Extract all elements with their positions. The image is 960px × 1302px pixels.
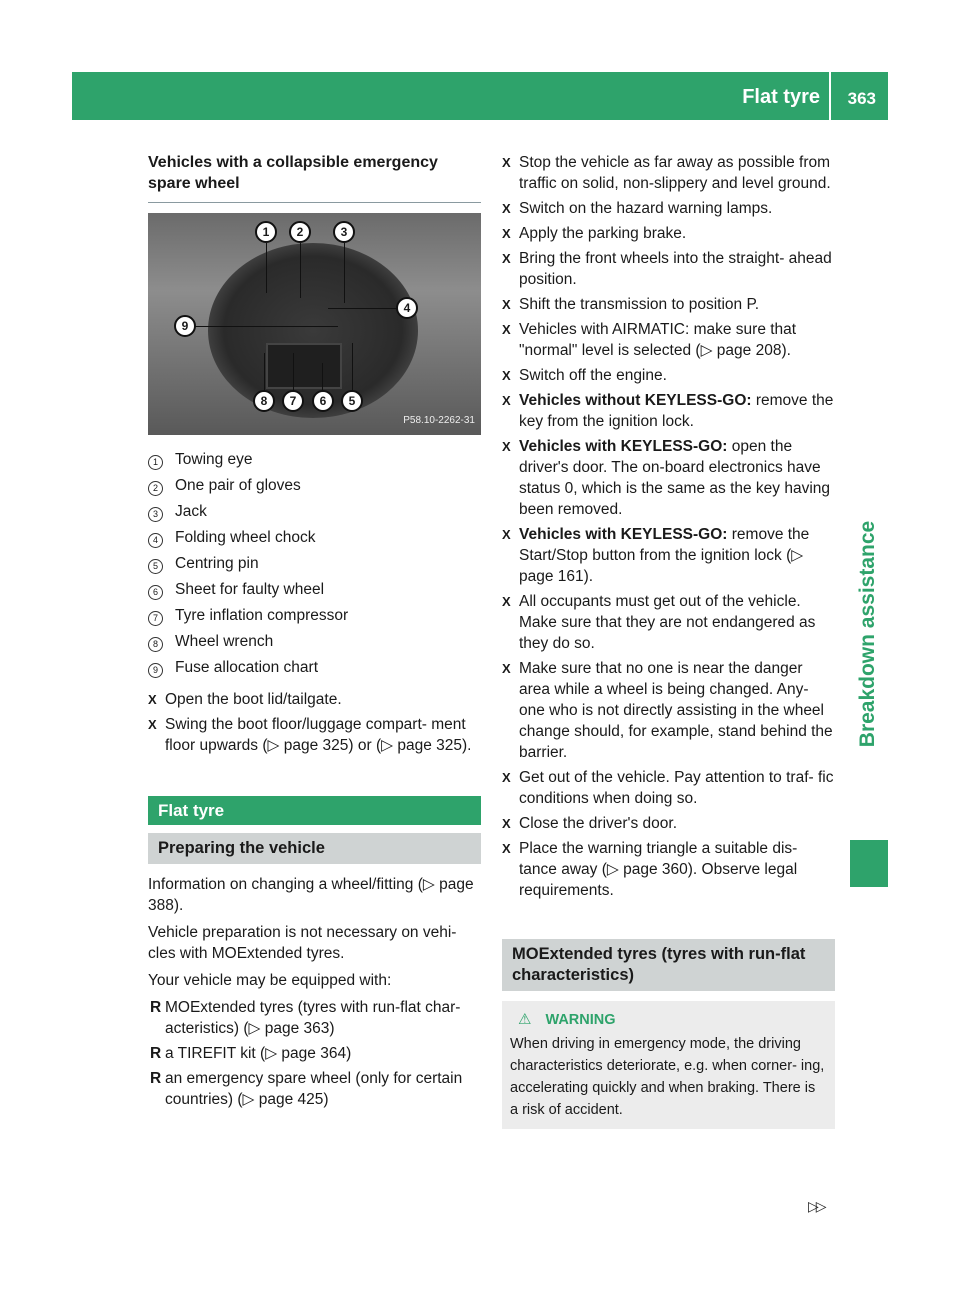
step-arrow-icon: X xyxy=(502,297,511,312)
flat-tyre-heading: Flat tyre xyxy=(148,796,481,825)
callout-line xyxy=(300,243,301,298)
step-item xyxy=(148,689,481,710)
step-text: Apply the parking brake. xyxy=(519,225,687,242)
callout-line xyxy=(344,243,345,303)
callout-5: 5 xyxy=(341,390,363,412)
header-title: Flat tyre xyxy=(742,86,820,108)
legend-number: 1 xyxy=(148,455,163,470)
warning-header xyxy=(510,1009,827,1031)
legend-item xyxy=(148,579,481,605)
step-arrow-icon: X xyxy=(502,201,511,216)
step-text: All occupants must get out of the vehicle. Make sure that they are not endangered as they do so. xyxy=(519,593,816,652)
step-text: open the driver's door. The on-board electronics have status 0, which is the same as the key having been removed. xyxy=(519,438,831,518)
list-text: a TIREFIT kit (▷ page 364) xyxy=(165,1045,352,1062)
step-item xyxy=(502,813,835,834)
equipment-list xyxy=(148,997,481,1110)
step-arrow-icon: X xyxy=(502,527,511,542)
legend-text: Tyre inflation compressor xyxy=(175,607,349,624)
step-arrow-icon: X xyxy=(502,439,511,454)
step-item xyxy=(148,714,481,756)
step-text: Vehicles with AIRMATIC: make sure that "normal" level is selected (▷ page 208). xyxy=(519,321,797,359)
step-text: Make sure that no one is near the danger area while a wheel is being changed. Any- one who is not directly assisting in the wheel change should, for example, stand behind the barrier. xyxy=(519,660,833,761)
callout-line xyxy=(188,326,338,327)
step-arrow-icon: X xyxy=(502,661,511,676)
step-condition: Vehicles with KEYLESS-GO: xyxy=(519,438,728,455)
list-item xyxy=(148,997,481,1039)
section-rule xyxy=(148,202,481,203)
callout-8: 8 xyxy=(253,390,275,412)
step-text: Close the driver's door. xyxy=(519,815,678,832)
callout-line xyxy=(266,243,267,293)
legend-text: Wheel wrench xyxy=(175,633,274,650)
preparing-heading: Preparing the vehicle xyxy=(148,833,481,864)
bullet-icon: R xyxy=(150,999,162,1016)
boot-steps xyxy=(148,689,481,756)
preparation-steps xyxy=(502,152,835,901)
legend-item xyxy=(148,605,481,631)
step-text: Shift the transmission to position P. xyxy=(519,296,760,313)
callout-line xyxy=(293,353,294,391)
callout-7: 7 xyxy=(282,390,304,412)
legend-text: Fuse allocation chart xyxy=(175,659,319,676)
step-text: Swing the boot floor/luggage compart- ment floor upwards (▷ page 325) or (▷ page 325). xyxy=(165,716,472,754)
step-condition: Vehicles without KEYLESS-GO: xyxy=(519,392,752,409)
right-column xyxy=(502,152,835,1129)
legend-item xyxy=(148,501,481,527)
legend-number: 5 xyxy=(148,559,163,574)
legend-text: Towing eye xyxy=(175,451,253,468)
legend-item xyxy=(148,631,481,657)
step-arrow-icon: X xyxy=(148,692,157,707)
legend-number: 7 xyxy=(148,611,163,626)
step-arrow-icon: X xyxy=(502,594,511,609)
list-item xyxy=(148,1068,481,1110)
step-arrow-icon: X xyxy=(502,770,511,785)
callout-1: 1 xyxy=(255,221,277,243)
step-text: Get out of the vehicle. Pay attention to traf- fic conditions when doing so. xyxy=(519,769,834,807)
legend-text: Folding wheel chock xyxy=(175,529,316,546)
paragraph: Vehicle preparation is not necessary on vehi- cles with MOExtended tyres. xyxy=(148,924,457,962)
legend-text: Centring pin xyxy=(175,555,259,572)
step-arrow-icon: X xyxy=(148,717,157,732)
step-item xyxy=(502,248,835,290)
callout-line xyxy=(264,353,265,391)
step-item xyxy=(502,223,835,244)
paragraph: Your vehicle may be equipped with: xyxy=(148,972,392,989)
list-text: an emergency spare wheel (only for certain countries) (▷ page 425) xyxy=(165,1070,463,1108)
section-title: Vehicles with a collapsible emergency spare wheel xyxy=(148,154,438,192)
step-arrow-icon: X xyxy=(502,816,511,831)
step-condition: Vehicles with KEYLESS-GO: xyxy=(519,526,728,543)
spare-wheel-figure xyxy=(148,213,481,435)
legend-number: 8 xyxy=(148,637,163,652)
callout-9: 9 xyxy=(174,315,196,337)
step-text: Open the boot lid/tailgate. xyxy=(165,691,342,708)
callout-3: 3 xyxy=(333,221,355,243)
bullet-icon: R xyxy=(150,1070,162,1087)
step-item xyxy=(502,524,835,587)
step-item xyxy=(502,658,835,763)
warning-triangle-icon: ⚠ xyxy=(518,1011,532,1028)
legend-number: 3 xyxy=(148,507,163,522)
step-item xyxy=(502,319,835,361)
step-item xyxy=(502,198,835,219)
legend-item xyxy=(148,527,481,553)
spare-wheel-tray xyxy=(208,243,418,418)
page-number: 363 xyxy=(847,89,876,108)
legend-text: Sheet for faulty wheel xyxy=(175,581,325,598)
step-item xyxy=(502,390,835,432)
step-arrow-icon: X xyxy=(502,155,511,170)
step-text: remove the key from the ignition lock. xyxy=(519,392,834,430)
legend-number: 9 xyxy=(148,663,163,678)
page-header xyxy=(72,72,888,120)
paragraph: Information on changing a wheel/fitting (▷ page 388). xyxy=(148,876,474,914)
step-arrow-icon: X xyxy=(502,226,511,241)
callout-4: 4 xyxy=(396,297,418,319)
step-arrow-icon: X xyxy=(502,251,511,266)
step-item xyxy=(502,436,835,520)
step-text: Bring the front wheels into the straight- ahead position. xyxy=(519,250,832,288)
legend-number: 2 xyxy=(148,481,163,496)
list-item xyxy=(148,1043,481,1064)
legend-item xyxy=(148,475,481,501)
step-text: Place the warning triangle a suitable dis- tance away (▷ page 360). Observe legal requirements. xyxy=(519,840,798,899)
step-item xyxy=(502,294,835,315)
step-item xyxy=(502,365,835,386)
callout-line xyxy=(352,343,353,391)
callout-2: 2 xyxy=(289,221,311,243)
legend-number: 6 xyxy=(148,585,163,600)
side-tab-label: Breakdown assistance xyxy=(856,520,879,748)
step-item xyxy=(502,838,835,901)
step-text: Switch off the engine. xyxy=(519,367,667,384)
figure-code: P58.10-2262-31 xyxy=(403,415,475,426)
warning-label: WARNING xyxy=(545,1012,616,1028)
callout-line xyxy=(322,363,323,391)
callout-line xyxy=(328,308,398,309)
side-tab xyxy=(848,434,888,834)
step-text: Stop the vehicle as far away as possible from traffic on solid, non-slippery and level ground. xyxy=(519,154,831,192)
step-text: remove the Start/Stop button from the ignition lock (▷ page 161). xyxy=(519,526,810,585)
warning-box xyxy=(502,1001,835,1129)
side-tab-marker xyxy=(850,840,888,887)
step-item xyxy=(502,591,835,654)
step-item xyxy=(502,767,835,809)
left-column xyxy=(148,152,481,1114)
header-separator xyxy=(829,72,831,120)
callout-6: 6 xyxy=(312,390,334,412)
legend-item xyxy=(148,553,481,579)
compressor-box xyxy=(266,343,342,389)
legend-number: 4 xyxy=(148,533,163,548)
step-text: Switch on the hazard warning lamps. xyxy=(519,200,773,217)
figure-legend xyxy=(148,449,481,683)
step-item xyxy=(502,152,835,194)
step-arrow-icon: X xyxy=(502,322,511,337)
step-arrow-icon: X xyxy=(502,368,511,383)
legend-item xyxy=(148,657,481,683)
legend-text: Jack xyxy=(175,503,207,520)
bullet-icon: R xyxy=(150,1045,162,1062)
step-arrow-icon: X xyxy=(502,393,511,408)
continue-marker-icon: ▷▷ xyxy=(808,1198,824,1214)
legend-item xyxy=(148,449,481,475)
moextended-heading: MOExtended tyres (tyres with run-flat characteristics) xyxy=(502,939,835,991)
warning-text: When driving in emergency mode, the driving characteristics deteriorate, e.g. when corner- ing, accelerating quickly and when braking. There is a risk of accident. xyxy=(510,1036,825,1118)
step-arrow-icon: X xyxy=(502,841,511,856)
list-text: MOExtended tyres (tyres with run-flat char- acteristics) (▷ page 363) xyxy=(165,999,461,1037)
legend-text: One pair of gloves xyxy=(175,477,301,494)
